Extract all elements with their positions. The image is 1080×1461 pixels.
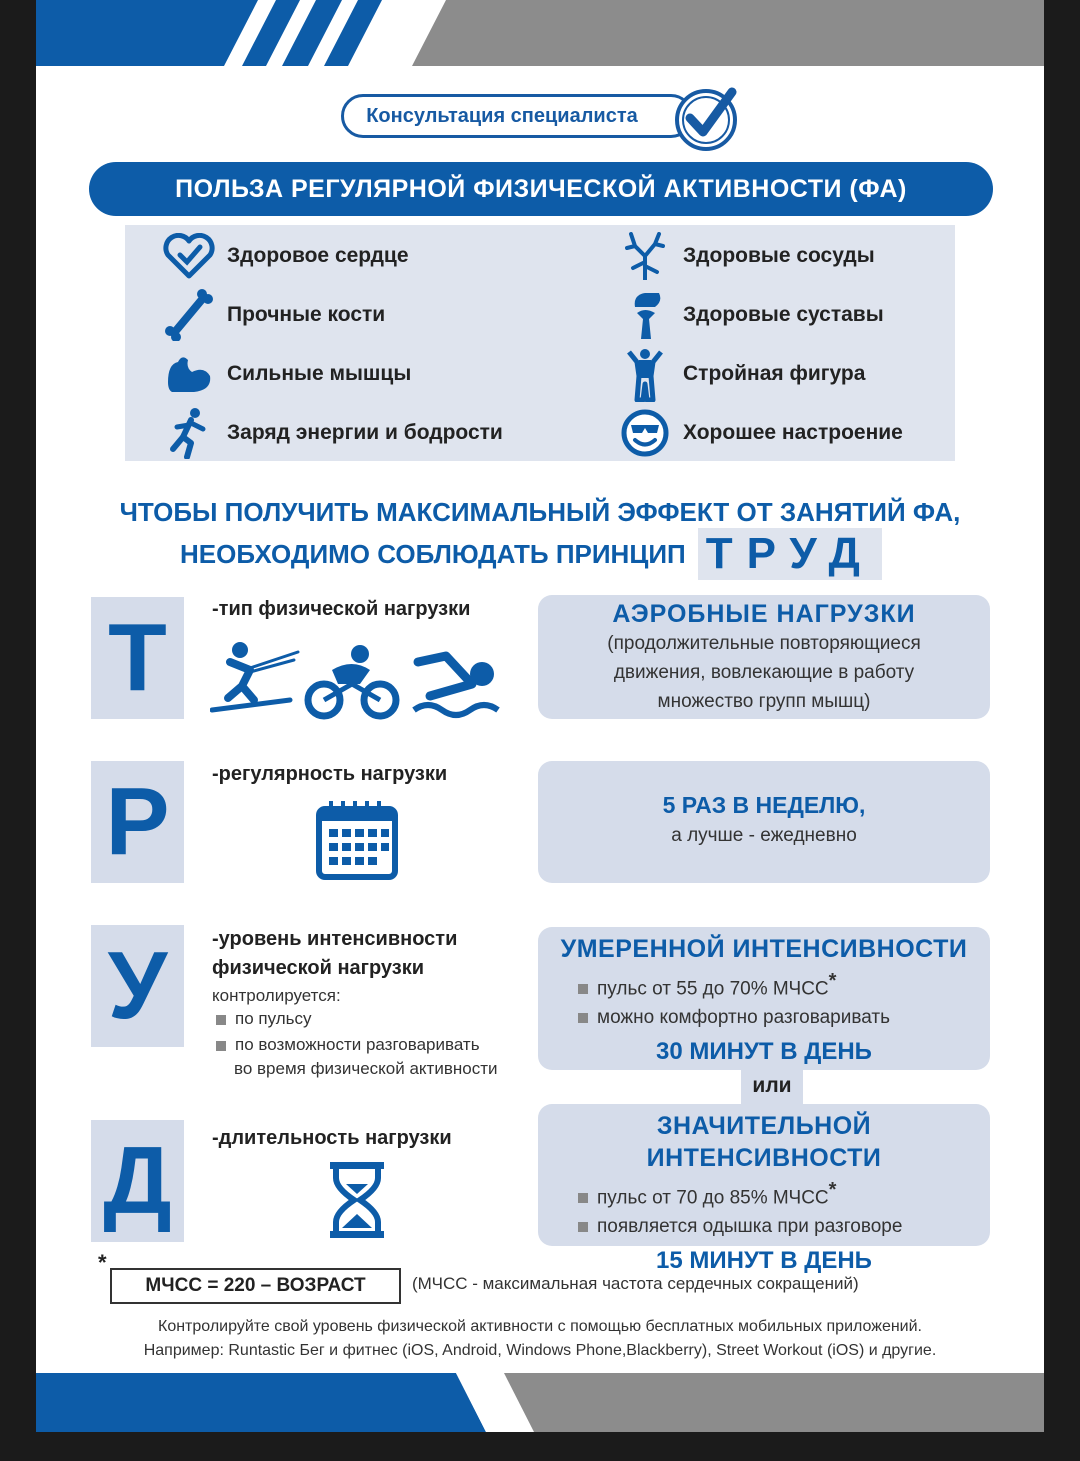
row-t-label: -тип физической нагрузки — [212, 598, 471, 620]
info-card-text: движения, вовлекающие в работу — [613, 662, 915, 683]
info-bullet: пульс от 55 до 70% МЧСС* — [538, 967, 990, 1003]
benefit-item — [617, 348, 865, 400]
bullet-item: по пульсу — [216, 1006, 312, 1031]
benefit-item — [161, 289, 385, 341]
benefit-label: Сильные мышцы — [227, 362, 412, 385]
mhr-note: (МЧСС - максимальная частота сердечных сокращений) — [412, 1274, 859, 1293]
benefit-label: Прочные кости — [227, 303, 386, 326]
heart-icon — [161, 230, 217, 282]
consultation-label: Консультация специалиста — [366, 104, 638, 127]
muscle-icon — [161, 348, 217, 400]
info-card-time: 15 МИНУТ В ДЕНЬ — [656, 1247, 872, 1275]
bullet-continuation: во время физической активности — [234, 1059, 498, 1078]
vessels-icon — [617, 230, 673, 282]
row-d-label: -длительность нагрузки — [212, 1127, 452, 1149]
benefit-label: Здоровые сосуды — [683, 244, 875, 267]
letter-d: Д — [91, 1120, 184, 1242]
info-card-title: 5 РАЗ В НЕДЕЛЮ, — [662, 792, 866, 818]
swimmer-icon — [414, 656, 498, 715]
principle-heading-line2 — [180, 528, 882, 580]
bone-icon — [161, 289, 217, 341]
page-title-text: ПОЛЬЗА РЕГУЛЯРНОЙ ФИЗИЧЕСКОЙ АКТИВНОСТИ (ФА) — [175, 174, 907, 203]
info-card-type — [538, 595, 990, 719]
or-separator: или — [741, 1068, 803, 1104]
benefits-panel — [125, 225, 955, 461]
row-u-sub: контролируется: — [212, 986, 341, 1005]
figure-icon — [617, 348, 673, 400]
info-bullet: пульс от 70 до 85% МЧСС* — [538, 1176, 990, 1212]
bullet-item: по возможности разговаривать — [216, 1032, 480, 1057]
info-card-time: 30 МИНУТ В ДЕНЬ — [656, 1038, 872, 1066]
benefit-item — [617, 407, 903, 459]
infographic-page — [36, 0, 1044, 1432]
info-card-vigorous — [538, 1104, 990, 1275]
benefit-label: Хорошее настроение — [683, 421, 903, 444]
info-bullet: появляется одышка при разговоре — [538, 1212, 990, 1241]
benefit-label: Заряд энергии и бодрости — [227, 421, 503, 444]
letter-r: Р — [91, 761, 184, 883]
smiley-icon — [617, 407, 673, 459]
benefit-item — [617, 230, 875, 282]
info-card-text: а лучше - ежедневно — [671, 825, 857, 846]
benefit-item — [161, 407, 503, 459]
footer-text: Например: Runtastic Бег и фитнес (iOS, Android, Windows Phone,Blackberry), Street Workout (iOS) и другие. — [143, 1342, 937, 1359]
info-card-title: УМЕРЕННОЙ ИНТЕНСИВНОСТИ — [560, 935, 968, 963]
footnote-star: * — [98, 1250, 107, 1275]
info-card-moderate — [538, 927, 990, 1070]
top-decorative-band — [36, 0, 1044, 66]
checkmark-icon — [668, 82, 744, 152]
consultation-badge — [341, 94, 693, 138]
trud-word: ТРУД — [698, 528, 882, 580]
mhr-formula: МЧСС = 220 – ВОЗРАСТ — [110, 1268, 401, 1304]
skier-icon — [212, 642, 298, 710]
row-u-label: физической нагрузки — [212, 957, 425, 979]
footer-text: Контролируйте свой уровень физической активности с помощью бесплатных мобильных приложений. — [158, 1318, 922, 1335]
runner-icon — [161, 407, 217, 459]
letter-t: Т — [91, 597, 184, 719]
info-card-regularity — [538, 761, 990, 883]
letter-u: У — [91, 925, 184, 1047]
benefit-item — [617, 289, 884, 341]
benefit-item — [161, 230, 409, 282]
calendar-icon — [315, 799, 399, 881]
benefit-label: Стройная фигура — [683, 362, 866, 385]
joint-icon — [617, 289, 673, 341]
info-bullet: можно комфортно разговаривать — [538, 1003, 990, 1032]
principle-heading-text: НЕОБХОДИМО СОБЛЮДАТЬ ПРИНЦИП — [180, 538, 686, 569]
row-r-label: -регулярность нагрузки — [212, 763, 448, 785]
hourglass-icon — [328, 1160, 386, 1240]
info-card-text: (продолжительные повторяющиеся — [607, 633, 921, 654]
benefit-item — [161, 348, 411, 400]
row-u-label: -уровень интенсивности — [212, 928, 458, 950]
benefit-label: Здоровые суставы — [683, 303, 884, 326]
info-card-title: ЗНАЧИТЕЛЬНОЙ ИНТЕНСИВНОСТИ — [646, 1112, 882, 1172]
page-title — [89, 162, 993, 216]
benefit-label: Здоровое сердце — [227, 244, 409, 267]
principle-heading-line1: ЧТОБЫ ПОЛУЧИТЬ МАКСИМАЛЬНЫЙ ЭФФЕКТ ОТ ЗАНЯТИЙ ФА, — [119, 497, 961, 527]
bottom-decorative-band — [36, 1373, 1044, 1432]
cyclist-icon — [308, 645, 396, 716]
sport-icons — [210, 640, 508, 720]
info-card-text: множество групп мышц) — [657, 691, 871, 712]
info-card-title: АЭРОБНЫЕ НАГРУЗКИ — [612, 600, 916, 628]
